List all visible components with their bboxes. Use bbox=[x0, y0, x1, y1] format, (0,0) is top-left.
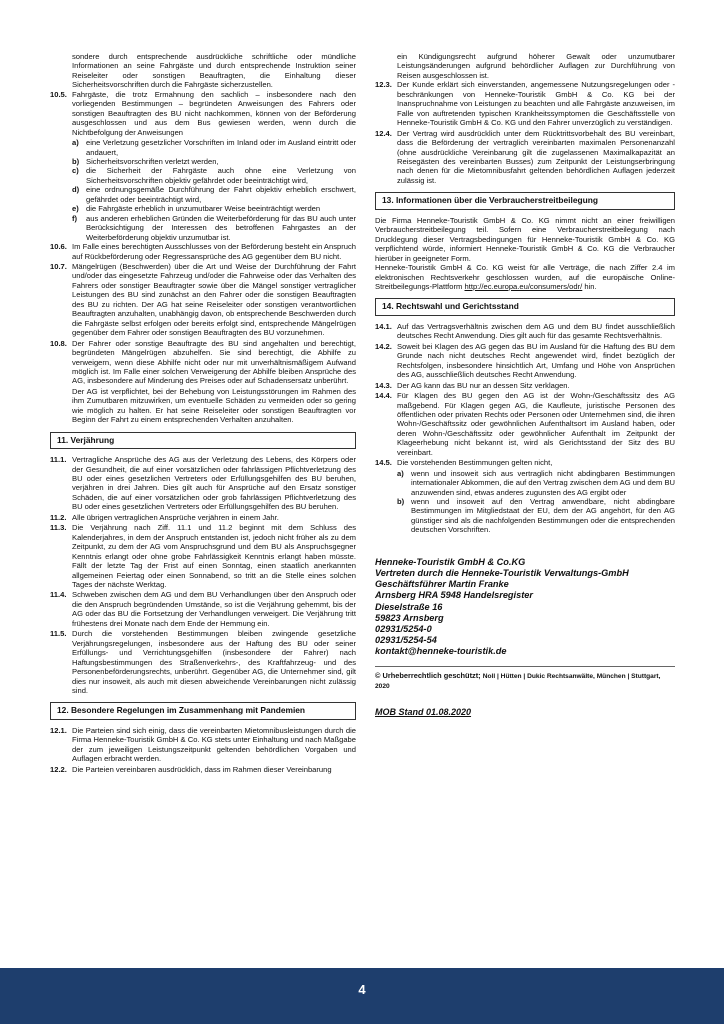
list-item: e) die Fahrgäste erheblich in unzumutbarer Weise beeinträchtigt werden bbox=[72, 204, 321, 214]
clause-12-4: 12.4. Der Vertrag wird ausdrücklich unter dem Rücktrittsvorbehalt des BU vereinbart, dass die Beförderung der vertraglich vereinbarten maximalen Personenanzahl (ohne ausdrückliche Vereinbarung gilt die zugelassenen Maximalkapazität an Reisegästen des vereinbarten Busses) zum Zeitpunkt der Leistungserbringung nach denen für die Mietomnibusfahrt geltenden behördlichen Auflagen jederzeit zulässig ist. bbox=[375, 128, 675, 185]
clause-10-8-continued: Der AG ist verpflichtet, bei der Behebung von Leistungsstörungen im Rahmen des ihm Zumutbaren mitzuwirken, um eventuelle Schäden zu vermeiden oder so gering wie möglich zu halten. Er hat seine Reiseleiter oder sonstigen Beauftragten vor Beginn der Fahrt zu einem entsprechenden Verhalten anzuhalten. bbox=[72, 386, 356, 425]
clause-11-4: 11.4. Schweben zwischen dem AG und dem BU Verhandlungen über den Anspruch oder die den Anspruch begründenden Umstände, so ist die Verjährung gehemmt, bis der AG oder das BU die Fortsetzung der Verhandlungen verweigert. Die Verjährung tritt frühestens drei Monate nach dem Ende der Hemmung ein. bbox=[50, 590, 356, 628]
intro-paragraph: sondere durch entsprechende ausdrückliche schriftliche oder mündliche Informationen an seine Fahrgäste und durch entsprechende Instruktion seiner Reiseleiter oder sonstigen Beauftragten, die Einhaltung dieser Sicherheitsvorschriften durch die Fahrgäste sicherzustellen. bbox=[72, 52, 356, 90]
address-line: Arnsberg HRA 5948 Handelsregister bbox=[375, 590, 533, 601]
list-item: f) aus anderen erheblichen Gründen die Weiterbeförderung für das BU auch unter Berücksichtigung der Interessen des betroffenen Fahrgastes an der Weiterbeförderung objektiv unzumutbar ist. bbox=[72, 213, 356, 242]
right-column bbox=[375, 52, 675, 717]
left-column bbox=[50, 52, 356, 775]
clause-11-5: 11.5. Durch die vorstehenden Bestimmungen bleiben zwingende gesetzliche Verjährungsregelungen, insbesondere aus der Haftung des BU oder seiner Erfüllungs- und Verrichtungsgehilfen (insbesondere der Fahrer) nach Haftungsbestimmungen des Straßenverkehrs-, des Kraftfahrzeug- und des Personenbeförderungsrechts, unberührt. Gegenüber AG, die Unternehmer sind, gilt dies nur insoweit, als auch mit diesen abweichende Vereinbarungen nicht zulässig sind. bbox=[50, 629, 356, 695]
address-line: Dieselstraße 16 bbox=[375, 601, 443, 612]
clause-10-7: 10.7. Mängelrügen (Beschwerden) über die Art und Weise der Durchführung der Fahrt und/oder das eingesetzte Fahrzeug und/oder die Fahrweise oder das Verhalten des Fahrers oder sonstiger Beauftragter sowie über die Mängel sonstiger vertraglicher Leistungen des BU sind zunächst an den Fahrer oder die sonstigen Beauftragten des BU zu richten. Der AG hat seine Reiseleiter oder sonstigen verantwortlichen Beauftragten anzuhalten, unabhängig davon, ob entsprechende Beschwerden durch die Fahrgäste selbst erfolgen oder bereits erfolgt sind, entsprechende Mängelrügen gegenüber dem Fahrer oder sonstigen Beauftragten des BU vorzunehmen. bbox=[50, 261, 356, 338]
clause-12-3: 12.3. Der Kunde erklärt sich einverstanden, angemessene Nutzungsregelungen oder -beschränkungen von Henneke-Touristik GmbH & Co. KG bei der Inanspruchnahme von Leistungen zu beachten und alle Fahrgäste anzuweisen, im Falle von auftretenden typischen Krankheitssymptomen die Geschäftsstelle von Henneke-Touristik GmbH & Co. KG und den Fahrer unverzüglich zu verständigen. bbox=[375, 80, 675, 128]
clause-14-1: 14.1. Auf das Vertragsverhältnis zwischen dem AG und dem BU findet ausschließlich deutsches Recht Anwendung. Dies gilt auch für das gesamte Rechtsverhältnis. bbox=[375, 321, 675, 341]
clause-12-2: 12.2. Die Parteien vereinbaren ausdrücklich, dass im Rahmen dieser Vereinbarung bbox=[50, 764, 332, 774]
address-line: Geschäftsführer Martin Franke bbox=[375, 579, 509, 590]
address-line: 02931/5254-0 bbox=[375, 624, 432, 635]
address-line: 59823 Arnsberg bbox=[375, 612, 444, 623]
address-line: 02931/5254-54 bbox=[375, 635, 437, 646]
copyright-notice: © Urheberrechtlich geschützt; Noll | Hütten | Dukic Rechtsanwälte, München | Stuttgart, 2020 bbox=[375, 670, 661, 691]
clause-14-2: 14.2. Soweit bei Klagen des AG gegen das BU im Ausland für die Haftung des BU dem Grunde nach nicht deutsches Recht angewendet wird, findet bezüglich der Rechtsfolgen, insbesondere hinsichtlich Art, Umfang und Höhe von Ansprüchen des AG, ausschließlich deutsches Recht Anwendung. bbox=[375, 341, 675, 380]
document-version: MOB Stand 01.08.2020 bbox=[375, 706, 472, 717]
section-heading-14: 14. Rechtswahl und Gerichtsstand bbox=[375, 298, 675, 315]
section-heading-13: 13. Informationen über die Verbraucherstreitbeilegung bbox=[375, 192, 675, 209]
clause-13-paragraph-2: Henneke-Touristik GmbH & Co. KG weist für alle Verträge, die nach Ziffer 2.4 im elektronischen Rechtsverkehr geschlossen wurden, auf die europäische Online-Streitbeilegungs-Plattform http://ec.europa.eu/consumers/odr/ hin. bbox=[375, 263, 675, 291]
odr-platform-link[interactable]: http://ec.europa.eu/consumers/odr/ bbox=[464, 281, 583, 291]
clause-13-paragraph-1: Die Firma Henneke-Touristik GmbH & Co. KG nimmt nicht an einer freiwilligen Verbraucherstreitbeilegung teil. Sofern eine Verbraucherstreitbeilegung nach Drucklegung dieser Vertragsbedingungen für Henneke-Touristik GmbH & Co. KG verpflichtend würde, informiert Henneke-Touristik GmbH & Co. KG die Verbraucher hierüber in geeigneter Form. bbox=[375, 215, 675, 263]
section-heading-11: 11. Verjährung bbox=[50, 432, 356, 449]
clause-10-6: 10.6. Im Falle eines berechtigten Ausschlusses von der Beförderung besteht ein Anspruch auf Rückbeförderung oder Regressansprüche des AG gegenüber dem BU nicht. bbox=[50, 242, 356, 261]
page-footer bbox=[0, 968, 724, 1024]
address-line: Henneke-Touristik GmbH & Co.KG bbox=[375, 556, 526, 567]
clause-10-8: 10.8. Der Fahrer oder sonstige Beauftragte des BU sind angehalten und berechtigt, begründeten Mängelrügen abzuhelfen. Sie sind berechtigt, die Abhilfe zu verweigern, wenn diese Abhilfe nicht oder nur mit unverhältnismäßigem Aufwand möglich ist. Im Falle einer solchen Verweigerung der Abhilfe bleiben Ansprüche des AG, insbesondere auf Minderung des Preises oder auf Schadensersatz unberührt. bbox=[50, 338, 356, 386]
list-item: b) Sicherheitsvorschriften verletzt werden, bbox=[72, 156, 219, 166]
list-item: c) die Sicherheit der Fahrgäste auch ohne eine Verletzung von Sicherheitsvorschriften objektiv gefährdet oder beeinträchtigt wird, bbox=[72, 166, 356, 185]
list-item: d) eine ordnungsgemäße Durchführung der Fahrt objektiv erheblich erschwert, gefährdet oder beeinträchtigt wird, bbox=[72, 185, 356, 204]
clause-10-5-list bbox=[50, 138, 356, 242]
clause-14-5-list bbox=[375, 469, 675, 535]
clause-12-1: 12.1. Die Parteien sind sich einig, dass die vereinbarten Mietomnibusleistungen durch die Firma Henneke-Touristik GmbH & Co. KG stets unter Einhaltung und nach Maßgabe der zum jeweiligen Leistungszeitpunkt geltenden behördlichen Vorgaben und Auflagen erbracht werden. bbox=[50, 725, 356, 764]
clause-14-4: 14.4. Für Klagen des BU gegen den AG ist der Wohn-/Geschäftssitz des AG maßgebend. Für Klagen gegen AG, die Kaufleute, juristische Personen des öffentlichen oder privaten Rechts oder Personen oder Unternehmen sind, die ihren Wohn-/Geschäftssitz oder gewöhnlichen Aufenthaltsort im Ausland haben, oder deren Wohn-/Geschäftssitz oder gewöhnlicher Aufenthalt im Zeitpunkt der Klageerhebung nicht bekannt ist, wird als Gerichtsstand der Sitz des BU vereinbart. bbox=[375, 391, 675, 457]
clause-14-3: 14.3. Der AG kann das BU nur an dessen Sitz verklagen. bbox=[375, 380, 570, 390]
clause-11-1: 11.1. Vertragliche Ansprüche des AG aus der Verletzung des Lebens, des Körpers oder der Gesundheit, die auf einer vorsätzlichen oder fahrlässigen Pflichtverletzung des BU oder eines gesetzlichen Vertreters oder Erfüllungsgehilfen des BU beruhen, verjähren in drei Jahren. Dies gilt auch für Ansprüche auf den Ersatz sonstiger Schäden, die auf einer vorsätzlichen oder grob fahrlässigen Pflichtverletzung des BU oder eines gesetzlichen Vertreters oder Erfüllungsgehilfen des BU beruhen. bbox=[50, 455, 356, 512]
list-item: b) wenn und insoweit auf den Vertrag anwendbare, nicht abdingbare Bestimmungen im Mitgliedstaat der EU, dem der AG angehört, für den AG günstiger sind als die nachfolgenden Bestimmungen oder die entsprechenden deutschen Vorschriften. bbox=[397, 497, 675, 535]
list-item: a) wenn und insoweit sich aus vertraglich nicht abdingbaren Bestimmungen internationaler Abkommen, die auf den Vertrag zwischen dem AG und dem BU anzuwenden sind, etwas anderes zugunsten des AG ergibt oder bbox=[397, 468, 675, 497]
clause-12-2-continued: ein Kündigungsrecht aufgrund höherer Gewalt oder unzumutbarer Leistungsänderungen aufgrund behördlicher Auflagen zur Durchführung von Reisen ausgeschlossen ist. bbox=[397, 52, 675, 80]
section-heading-12: 12. Besondere Regelungen im Zusammenhang mit Pandemien bbox=[50, 702, 356, 719]
clause-10-5: 10.5. Fahrgäste, die trotz Ermahnung den sachlich – insbesondere nach den vorliegenden Bestimmungen – begründeten Anweisungen des Fahrers oder sonstigen Beauftragten des BU nicht nachkommen, können von der Beförderung ausgeschlossen und aus dem Bus gewiesen werden, wenn durch die Nichtbefolgung der Anweisungen bbox=[50, 89, 356, 137]
clause-11-2: 11.2. Alle übrigen vertraglichen Ansprüche verjähren in einem Jahr. bbox=[50, 512, 279, 522]
clause-11-3: 11.3. Die Verjährung nach Ziff. 11.1 und 11.2 beginnt mit dem Schluss des Kalenderjahres, in dem der Anspruch entstanden ist, jedoch nicht früher als zu dem Zeitpunkt, zu dem der AG vom Anspruchsgrund und dem BU als Anspruchsgegner Kenntnis erlangt oder ohne grobe Fahrlässigkeit Kenntnis erlangt haben müsste. Fällt der letzte Tag der Frist auf einen Sonntag, einen staatlich anerkannten allgemeinen Feiertag oder einen Sonnabend, so tritt an die Stelle eines solchen Tages der nächste Werktag. bbox=[50, 523, 356, 590]
list-item: a) eine Verletzung gesetzlicher Vorschriften im Inland oder im Ausland eintritt oder andauert, bbox=[72, 138, 356, 157]
email-address[interactable]: kontakt@henneke-touristik.de bbox=[375, 646, 507, 657]
company-address bbox=[375, 557, 675, 658]
divider bbox=[375, 666, 675, 667]
page-number: 4 bbox=[358, 982, 366, 997]
address-line: Vertreten durch die Henneke-Touristik Verwaltungs-GmbH bbox=[375, 568, 629, 579]
clause-14-5: 14.5. Die vorstehenden Bestimmungen gelten nicht, bbox=[375, 458, 553, 468]
